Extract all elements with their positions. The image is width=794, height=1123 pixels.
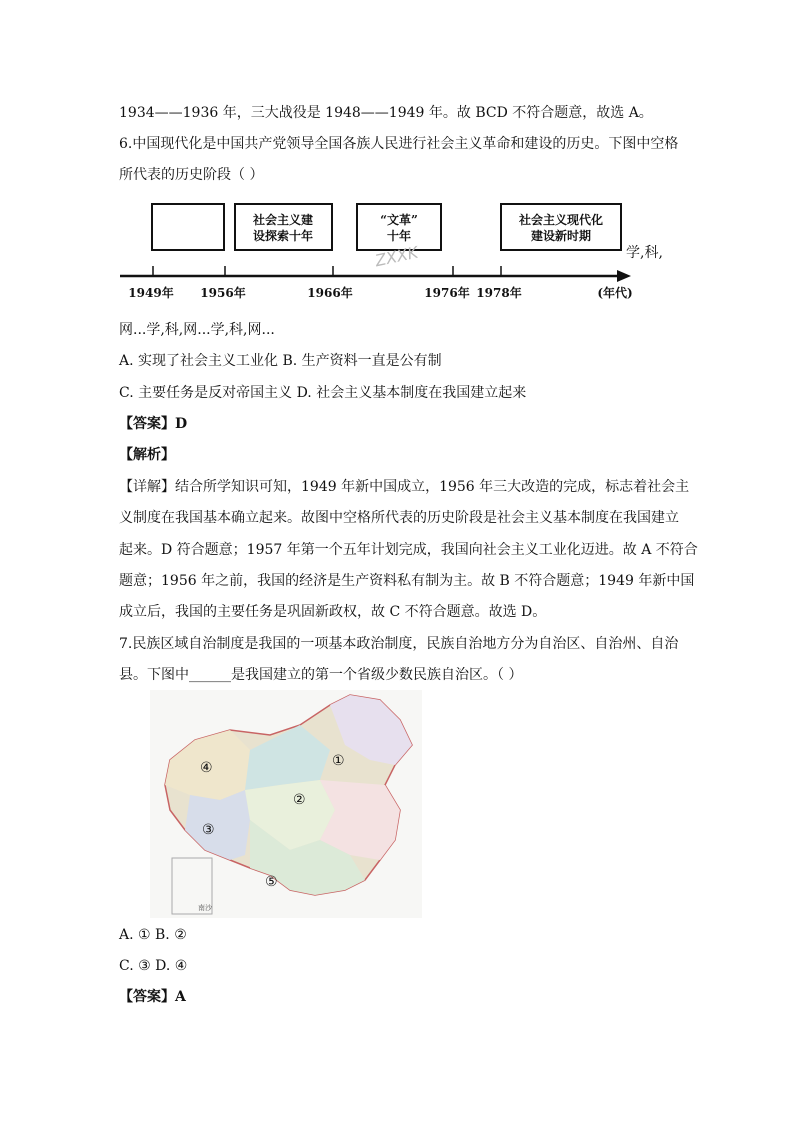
q6-answer: 【答案】D — [119, 416, 188, 432]
box-label-1978-l2: 建设新时期 — [530, 229, 592, 243]
question-6-stem-cont: 所代表的历史阶段（ ） — [119, 167, 264, 183]
detail-line-1: 【详解】结合所学知识可知，1949 年新中国成立，1956 年三大改造的完成，标志着社会主 — [119, 479, 690, 495]
box-label-1956-l1: 社会主义建 — [252, 213, 314, 227]
unit-label: (年代) — [597, 286, 633, 300]
q7-answer: 【答案】A — [119, 989, 186, 1005]
china-map — [150, 690, 422, 918]
timeline-box-1978 — [501, 204, 621, 250]
q7-options-cd: C. ③ D. ④ — [119, 958, 188, 974]
marker-1: ① — [332, 753, 345, 769]
timeline-box-1966 — [357, 204, 441, 250]
q6-options-cd: C. 主要任务是反对帝国主义 D. 社会主义基本制度在我国建立起来 — [119, 385, 527, 401]
q7-options-ab: A. ① B. ② — [119, 927, 187, 943]
question-7-stem: 7.民族区域自治制度是我国的一项基本政治制度，民族自治地方分为自治区、自治州、自治 — [119, 636, 679, 652]
timeline-box-1956 — [235, 204, 332, 250]
question-7-stem-cont: 县。下图中______是我国建立的第一个省级少数民族自治区。（ ） — [119, 667, 523, 683]
axis-arrow — [617, 270, 631, 282]
timeline-box-blank — [152, 204, 224, 250]
detail-line-2: 义制度在我国基本确立起来。故图中空格所代表的历史阶段是社会主义基本制度在我国建立 — [119, 510, 679, 526]
text-line-1: 1934——1936 年，三大战役是 1948——1949 年。故 BCD 不符合题意，故选 A。 — [119, 105, 653, 121]
analysis-heading: 【解析】 — [119, 447, 175, 463]
marker-3: ③ — [202, 822, 215, 838]
marker-2: ② — [293, 792, 306, 808]
year-1956: 1956年 — [200, 286, 246, 300]
watermark: ZXXK — [373, 242, 420, 271]
year-1949: 1949年 — [128, 286, 174, 300]
year-1966: 1966年 — [307, 286, 353, 300]
marker-4: ④ — [200, 760, 213, 776]
question-6-stem: 6.中国现代化是中国共产党领导全国各族人民进行社会主义革命和建设的历史。下图中空格 — [119, 136, 679, 152]
watermark-noise: 网...学,科,网...学,科,网... — [119, 322, 275, 338]
timeline-diagram — [117, 196, 687, 308]
year-1976: 1976年 — [424, 286, 470, 300]
box-label-1956-l2: 设探索十年 — [252, 229, 314, 243]
detail-line-4: 题意；1956 年之前，我国的经济是生产资料私有制为主。故 B 不符合题意；1949 年新中国 — [119, 573, 695, 589]
detail-line-5: 成立后，我国的主要任务是巩固新政权，故 C 不符合题意。故选 D。 — [119, 604, 547, 620]
year-1978: 1978年 — [476, 286, 522, 300]
marker-5: ⑤ — [265, 874, 278, 890]
box-label-1966-l2: 十年 — [386, 229, 412, 243]
watermark-text: 学,科, — [626, 245, 663, 261]
box-label-1978-l1: 社会主义现代化 — [518, 213, 604, 227]
inset-label: 南沙 — [198, 904, 212, 912]
q6-options-ab: A. 实现了社会主义工业化 B. 生产资料一直是公有制 — [119, 353, 442, 369]
detail-line-3: 起来。D 符合题意；1957 年第一个五年计划完成，我国向社会主义工业化迈进。故 A 不符合 — [119, 542, 698, 558]
box-label-1966-l1: “文革” — [380, 213, 418, 227]
